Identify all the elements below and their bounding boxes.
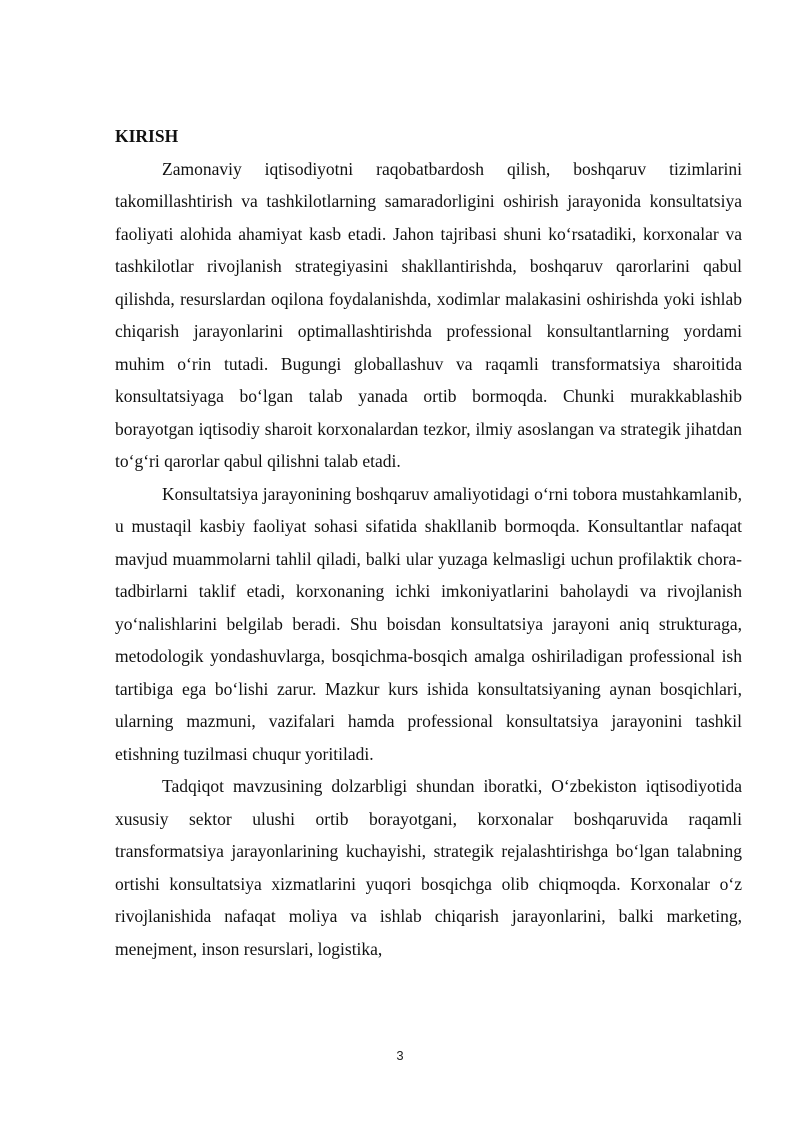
paragraph-relevance: Tadqiqot mavzusining dolzarbligi shundan iboratki, Oʻzbekiston iqtisodiyotida xususiy sektor ulushi ortib borayotgani, korxonalar boshqaruvida raqamli transformatsiya jarayonlarining kuchayishi, strategik rejalashtirishga boʻlgan talabning ortishi konsultatsiya xizmatlarini yuqori bosqichga olib chiqmoqda. Korxonalar oʻz rivojlanishida nafaqat moliya va ishlab chiqarish jarayonlarini, balki marketing, menejment, inson resurslari, logistika, xyxy=(115,776,742,959)
page-number: 3 xyxy=(396,1048,404,1063)
paragraph-consulting-role: Konsultatsiya jarayonining boshqaruv amaliyotidagi oʻrni tobora mustahkamlanib, u mustaqil kasbiy faoliyat sohasi sifatida shakllanib bormoqda. Konsultantlar nafaqat mavjud muammolarni tahlil qiladi, balki ular yuzaga kelmasligi uchun profilaktik chora-tadbirlarni taklif etadi, korxonaning ichki imkoniyatlarini baholaydi va rivojlanish yoʻnalishlarini belgilab beradi. Shu boisdan konsultatsiya jarayoni aniq strukturaga, metodologik yondashuvlarga, bosqichma-bosqich amalga oshiriladigan professional ish tartibiga ega boʻlishi zarur. Mazkur kurs ishida konsultatsiyaning aynan bosqichlari, ularning mazmuni, vazifalari hamda professional konsultatsiya jarayonini tashkil etishning tuzilmasi chuqur yoritiladi. xyxy=(115,483,742,764)
paragraph-introduction: Zamonaviy iqtisodiyotni raqobatbardosh qilish, boshqaruv tizimlarini takomillashtirish va tashkilotlarning samaradorligini oshirish jarayonida konsultatsiya faoliyati alohida ahamiyat kasb etadi. Jahon tajribasi shuni koʻrsatadiki, korxonalar va tashkilotlar rivojlanish strategiyasini shakllantirishda, boshqaruv qarorlarini qabul qilishda, resurslardan oqilona foydalanishda, xodimlar malakasini oshirishda yoki ishlab chiqarish jarayonlarini optimallashtirishda professional konsultantlarning yordami muhim oʻrin tutadi. Bugungi globallashuv va raqamli transformatsiya sharoitida konsultatsiyaga boʻlgan talab yanada ortib bormoqda. Chunki murakkablashib borayotgan iqtisodiy sharoit korxonalardan tezkor, ilmiy asoslangan va strategik jihatdan toʻgʻri qarorlar qabul qilishni talab etadi. xyxy=(115,158,742,471)
page-content xyxy=(115,120,742,965)
section-heading: KIRISH xyxy=(115,126,179,146)
